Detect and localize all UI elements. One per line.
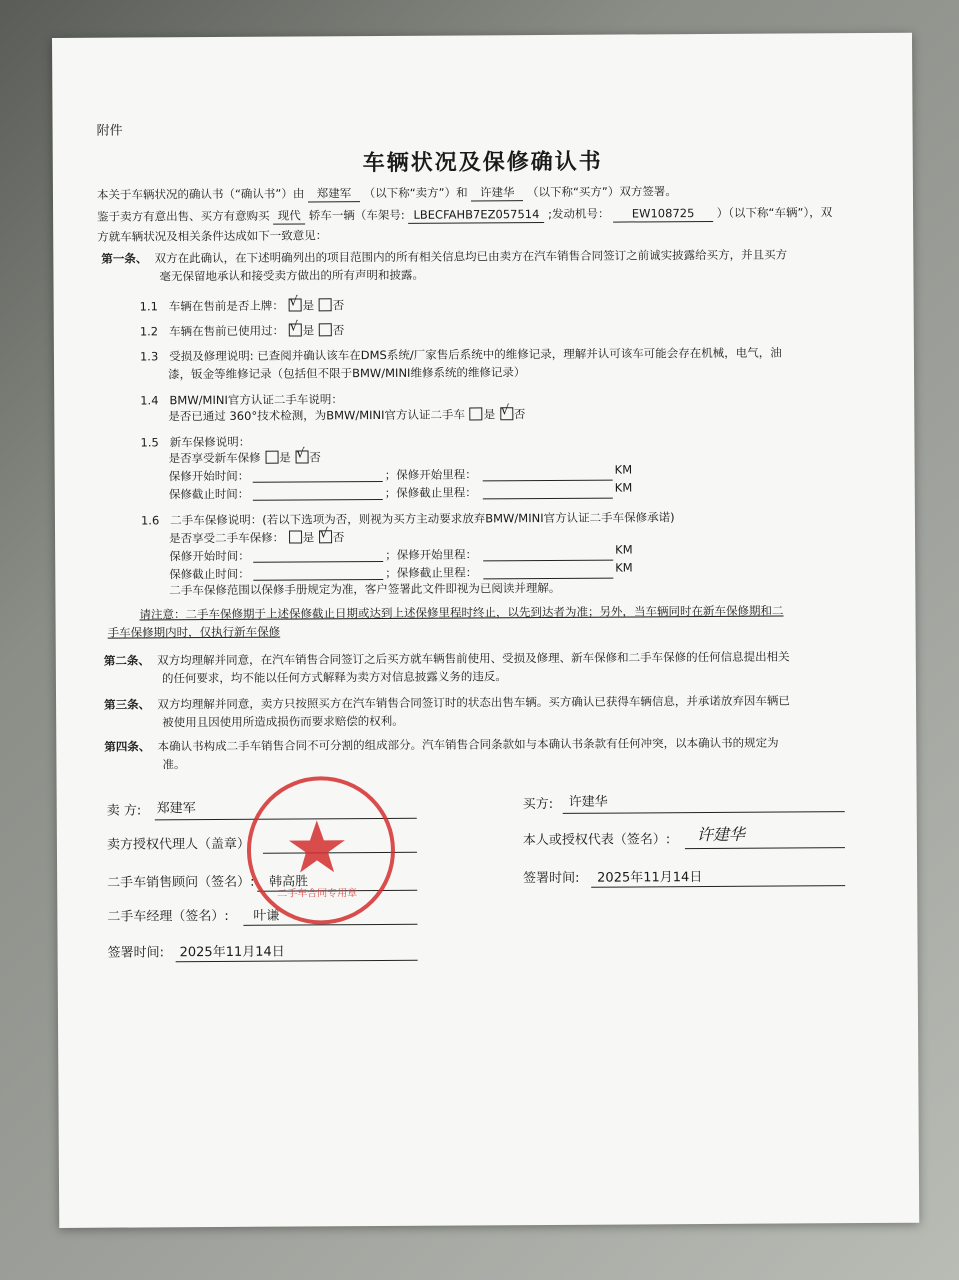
item-1-3-line-2: 漆，钣金等维修记录（包括但不限于BMW/MINI维修系统的维修记录） <box>168 365 526 382</box>
label: 保修截止时间： <box>168 486 250 502</box>
warranty-scope: 二手车保修范围以保修手册规定为准，客户签署此文件即视为已阅读并理解。 <box>169 580 561 598</box>
document-title: 车辆状况及保修确认书 <box>362 149 603 177</box>
label: 保修开始时间： <box>168 468 250 484</box>
buyer-name: 许建华 <box>471 185 523 201</box>
blank-field[interactable] <box>253 561 383 563</box>
intro-line-2: 鉴于卖方有意出售、买方有意购买 现代 轿车一辆（车架号: LBECFAHB7EZ057514 ;发动机号： EW108725 ）（以下称“车辆”），双 <box>97 205 833 224</box>
manager-signature: 叶谦 <box>253 908 280 924</box>
brand: 现代 <box>273 208 305 224</box>
buyer-name-signed: 许建华 <box>568 794 608 810</box>
document-page <box>52 33 919 1228</box>
buyer-label: 买方: <box>522 796 554 813</box>
item-1-3: 1.3 受损及修理说明: 已查阅并确认该车在DMS系统/厂家售后系统中的维修记录，理解并认可该车可能会存在机械，电气，油 <box>139 345 782 364</box>
note-line-1: 请注意：二手车保修期于上述保修截止日期或达到上述保修里程时终止，以先到达者为准；另外，当车辆同时在新车保修期和二 <box>139 603 784 622</box>
blank-field[interactable] <box>253 499 383 501</box>
unit-label: KM <box>615 542 633 557</box>
label: 保修开始时间： <box>169 548 250 564</box>
label: ；保修开始里程： <box>384 467 477 482</box>
seller-signature: 郑建军 <box>156 801 196 817</box>
item-1-1: 1.1 车辆在售前是否上牌： √ 是 否 <box>139 294 345 314</box>
article-1-line-2: 毫无保留地承认和接受卖方做出的所有声明和披露。 <box>159 267 424 284</box>
buyer-date-label: 签署时间: <box>523 870 580 887</box>
agent-label: 卖方授权代理人（盖章） <box>106 836 250 853</box>
item-1-5: 1.5 新车保修说明： <box>140 434 251 450</box>
rep-label: 本人或授权代表（签名）: <box>522 832 671 849</box>
item-1-4-line-2: 是否已通过 360°技术检测，为BMW/MINI官方认证二手车 是 √ 否 <box>168 403 526 424</box>
item-1-6-line-2: 是否享受二手车保修： 是 √ 否 <box>169 526 345 546</box>
label: ；保修截止里程： <box>385 565 478 580</box>
seal-text: 二手车合同专用章 <box>277 888 358 900</box>
blank-field[interactable] <box>253 579 383 581</box>
blank-field[interactable] <box>483 498 613 500</box>
checkbox-empty[interactable] <box>289 530 302 543</box>
checkbox-checked[interactable]: √ <box>500 407 513 420</box>
label: 保修截止时间： <box>169 566 250 582</box>
annex-label: 附件 <box>96 123 123 139</box>
sign-line <box>243 924 417 926</box>
checkbox-checked[interactable]: √ <box>295 450 308 463</box>
note-line-2: 手车保修期内时，仅执行新车保修 <box>107 624 281 640</box>
item-1-6: 1.6 二手车保修说明：(若以下选项为否，则视为买方主动要求放弃BMW/MINI官方认证二手车保修承诺) <box>140 510 675 528</box>
company-seal-stamp <box>247 776 396 925</box>
article-3-line-2: 被使用且因使用所造成损伤而要求赔偿的权利。 <box>162 713 404 730</box>
article-2-line-2: 的任何要求，均不能以任何方式解释为卖方对信息披露义务的违反。 <box>161 669 507 686</box>
sign-line <box>685 847 845 849</box>
intro-line-1: 本关于车辆状况的确认书（“确认书”）由 郑建军 （以下称“卖方”）和 许建华 （以下称“买方”）双方签署。 <box>96 184 677 202</box>
checkbox-checked[interactable]: √ <box>319 530 332 543</box>
buyer-date: 2025年11月14日 <box>597 870 703 886</box>
seller-date-label: 签署时间: <box>107 945 165 961</box>
checkbox-empty[interactable] <box>319 298 332 311</box>
article-2: 第二条、 双方均理解并同意，在汽车销售合同签订之后买方就车辆售前使用、受损及修理、新车保修和二手车保修的任何信息提出相关 <box>103 649 790 668</box>
article-1: 第一条、 双方在此确认，在下述明确列出的项目范围内的所有相关信息均已由卖方在汽车销售合同签订之前诚实披露给买方，并且买方 <box>101 247 788 266</box>
handwritten-signature: 许建华 <box>696 824 745 845</box>
sign-line <box>176 960 418 962</box>
blank-field[interactable] <box>483 560 613 562</box>
item-1-4: 1.4 BMW/MINI官方认证二手车说明： <box>140 392 343 408</box>
checkbox-empty[interactable] <box>265 451 278 464</box>
seller-date: 2025年11月14日 <box>179 944 285 961</box>
article-3: 第三条、 双方均理解并同意，卖方只按照买方在汽车销售合同签订时的状态出售车辆。买方确认已获得车辆信息，并承诺放弃因车辆已 <box>104 693 790 712</box>
seller-label: 卖 方: <box>106 803 142 819</box>
article-4-line-2: 准。 <box>162 757 186 772</box>
checkbox-empty[interactable] <box>319 323 332 336</box>
sign-line <box>591 885 845 888</box>
label: ；保修截止里程： <box>384 485 477 500</box>
unit-label: KM <box>615 560 633 575</box>
engine-number: EW108725 <box>613 206 713 223</box>
blank-field[interactable] <box>483 578 613 580</box>
item-1-5-line-2: 是否享受新车保修 是 √ 否 <box>168 446 321 466</box>
unit-label: KM <box>614 480 633 495</box>
manager-label: 二手车经理（签名）: <box>107 908 229 925</box>
advisor-signature: 韩高胜 <box>269 874 309 890</box>
advisor-label: 二手车销售顾问（签名）: <box>107 874 255 891</box>
label: ；保修开始里程： <box>385 547 478 562</box>
checkbox-checked[interactable]: √ <box>289 323 302 336</box>
vin: LBECFAHB7EZ057514 <box>408 207 544 224</box>
seller-name: 郑建军 <box>308 186 360 202</box>
checkbox-empty[interactable] <box>470 407 483 420</box>
unit-label: KM <box>614 462 633 477</box>
sign-line <box>563 811 845 814</box>
article-4: 第四条、 本确认书构成二手车销售合同不可分割的组成部分。汽车销售合同条款如与本确认书条款有任何冲突，以本确认书的规定为 <box>104 735 779 754</box>
item-1-2: 1.2 车辆在售前已使用过： √ 是 否 <box>139 319 345 339</box>
blank-field[interactable] <box>253 481 383 483</box>
checkbox-checked[interactable]: √ <box>289 298 302 311</box>
blank-field[interactable] <box>483 480 613 482</box>
intro-line-3: 方就车辆状况及相关条件达成如下一致意见： <box>97 228 328 244</box>
